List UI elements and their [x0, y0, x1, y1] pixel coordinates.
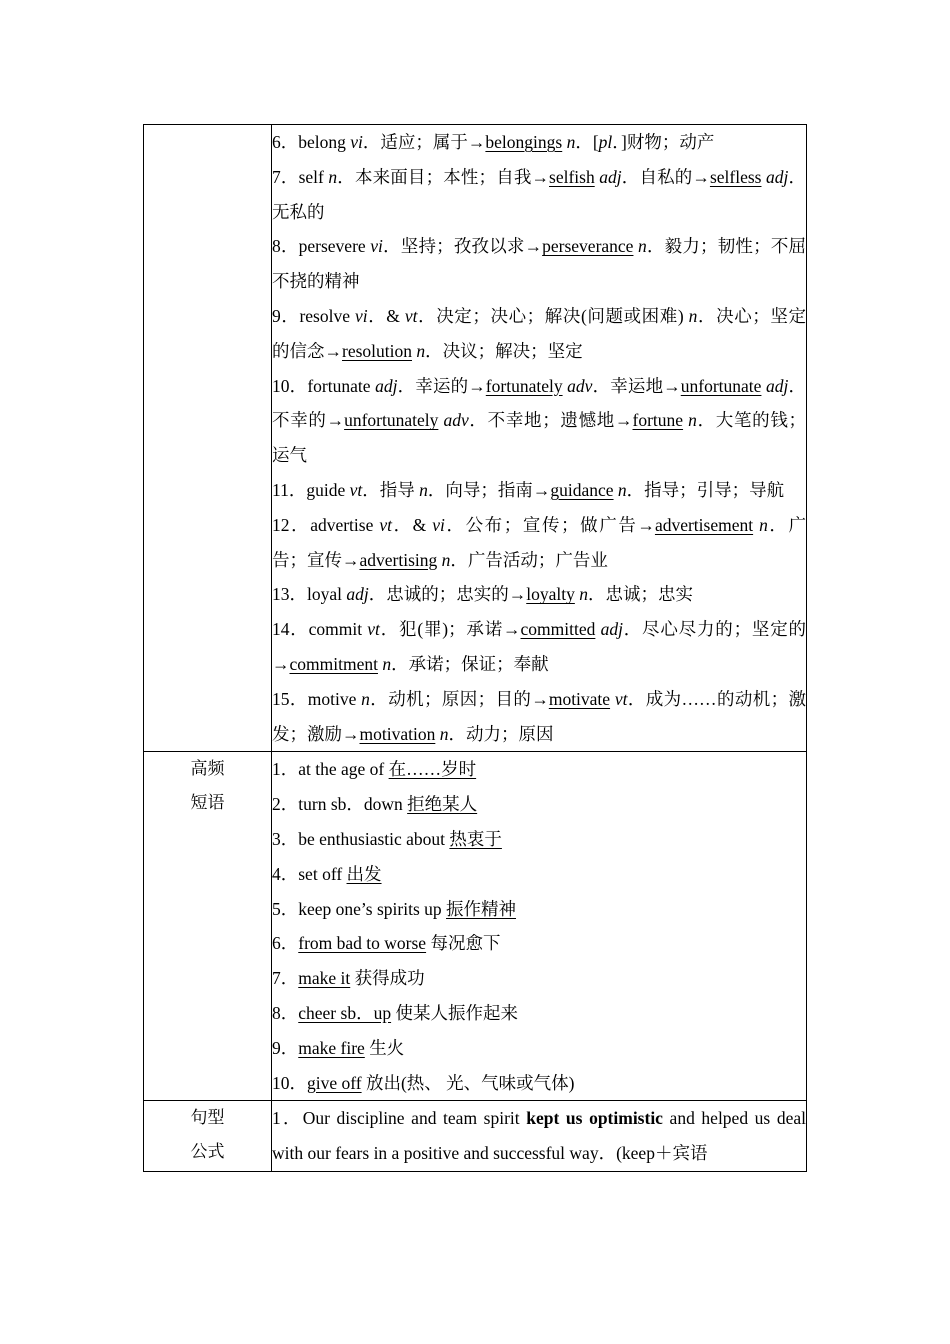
- entry-text: ．动力；原因: [448, 723, 554, 744]
- list-item: [272, 299, 806, 369]
- entry-text: 获得成功: [350, 968, 425, 989]
- entry-text: ．广告；宣传→: [272, 514, 807, 570]
- entry-text: ．不幸的→: [272, 375, 807, 431]
- list-item: [272, 857, 806, 892]
- section-label-phrases: [144, 752, 272, 1101]
- underlined-answer: selfless: [709, 166, 762, 187]
- underlined-answer: from bad to worse: [298, 933, 427, 954]
- entry-text: 10．fortunate: [272, 375, 376, 396]
- list-item: [272, 369, 806, 473]
- list-item: [272, 612, 806, 682]
- part-of-speech: n: [617, 479, 627, 500]
- underlined-answer: 在……岁时: [388, 759, 477, 780]
- entry-text: ．无私的: [272, 166, 807, 222]
- underlined-answer: give off: [307, 1072, 362, 1093]
- entry-text: 6．belong: [272, 132, 351, 152]
- part-of-speech: adj: [765, 375, 789, 396]
- entry-text: ．承诺；保证；奉献: [391, 653, 549, 674]
- entry-text: ．自私的→: [621, 166, 710, 187]
- underlined-answer: resolution: [342, 340, 412, 361]
- part-of-speech: n: [361, 688, 370, 709]
- part-of-speech: n: [688, 410, 697, 431]
- underlined-answer: perseverance: [542, 236, 634, 257]
- entry-text: 放出(热、 光、气味或气体): [361, 1072, 575, 1093]
- entry-text: ．&: [367, 305, 405, 326]
- part-of-speech: n: [759, 514, 768, 535]
- entry-text: ．]财物；动产: [612, 132, 715, 152]
- underlined-answer: cheer sb．up: [298, 1002, 392, 1023]
- list-item: [272, 892, 806, 927]
- part-of-speech: adj: [599, 166, 622, 187]
- underlined-answer: committed: [520, 619, 596, 640]
- entry-text: ．幸运的→: [397, 375, 486, 396]
- underlined-answer: motivate: [548, 688, 611, 709]
- part-of-speech: n: [382, 653, 392, 674]
- entry-text: and helped us deal with our fears in a positive and successful way．(keep＋宾语: [272, 1108, 806, 1164]
- section-label-line: 句型: [190, 1108, 225, 1129]
- part-of-speech: adj: [600, 619, 623, 640]
- entry-text: 6．: [272, 933, 299, 954]
- entry-text: 8．persevere: [272, 236, 371, 257]
- bold-text: kept us optimistic: [526, 1108, 663, 1129]
- entry-text: 9．: [272, 1037, 299, 1058]
- part-of-speech: pl: [598, 132, 613, 152]
- entry-text: ．决心；坚定的信念→: [272, 305, 806, 361]
- entry-text: ．毅力；韧性；不屈不挠的精神: [272, 236, 807, 292]
- list-item: [272, 752, 806, 787]
- entry-text: 11．guide: [272, 479, 350, 500]
- entry-text: ．成为……的动机；激发；激励→: [272, 688, 807, 744]
- entry-text: ．指导；引导；导航: [626, 479, 785, 500]
- section-content-sentence-patterns: [272, 1101, 807, 1172]
- entry-text: 5．keep one’s spirits up: [272, 898, 447, 919]
- list-item: [272, 822, 806, 857]
- list-item: [272, 508, 806, 578]
- underlined-answer: 出发: [346, 863, 382, 884]
- underlined-answer: 拒绝某人: [407, 794, 478, 815]
- entry-text: ．大笔的钱；运气: [272, 410, 807, 466]
- section-label-line: 公式: [190, 1142, 225, 1163]
- entry-text: ．向导；指南→: [427, 479, 551, 500]
- part-of-speech: n: [416, 340, 426, 361]
- entry-text: ．公布；宣传；做广告→: [444, 514, 655, 535]
- table-row-words: [144, 125, 807, 752]
- entry-text: ．忠诚的；忠实的→: [368, 584, 527, 605]
- section-content-phrases: [272, 752, 807, 1101]
- part-of-speech: n: [566, 132, 576, 152]
- entry-text: ．指导: [362, 479, 420, 500]
- entry-text: ．广告活动；广告业: [450, 549, 608, 570]
- entry-text: 7．self: [272, 166, 329, 187]
- list-item: [272, 160, 806, 230]
- list-item: [272, 1066, 806, 1101]
- underlined-answer: fortunately: [485, 375, 563, 396]
- part-of-speech: n: [439, 723, 449, 744]
- part-of-speech: adv: [567, 375, 593, 396]
- part-of-speech: vt: [614, 688, 628, 709]
- table-row-phrases: [144, 752, 807, 1101]
- section-label-sentence-patterns: [144, 1101, 272, 1172]
- part-of-speech: n: [419, 479, 428, 500]
- table-row-sentence-patterns: [144, 1101, 807, 1172]
- entry-text: ．幸运地→: [592, 375, 681, 396]
- underlined-answer: advertisement: [654, 514, 754, 535]
- underlined-answer: unfortunate: [680, 375, 762, 396]
- list-item: [272, 1031, 806, 1066]
- underlined-answer: unfortunately: [344, 410, 439, 431]
- entry-text: ．[: [575, 132, 599, 152]
- part-of-speech: vi: [432, 514, 445, 535]
- underlined-answer: 振作精神: [446, 898, 517, 919]
- underlined-answer: belongings: [485, 132, 563, 152]
- underlined-answer: 热衷于: [449, 828, 502, 849]
- part-of-speech: vi: [370, 236, 383, 257]
- entry-text: ．本来面目；本性；自我→: [337, 166, 550, 187]
- entry-text: 3．be enthusiastic about: [272, 828, 450, 849]
- part-of-speech: n: [579, 584, 588, 605]
- list-item: [272, 996, 806, 1031]
- section-content-words: [272, 125, 807, 752]
- entry-text: ．动机；原因；目的→: [369, 688, 549, 709]
- entry-text: 13．loyal: [272, 584, 347, 605]
- underlined-answer: make fire: [298, 1037, 365, 1058]
- part-of-speech: vt: [349, 479, 363, 500]
- list-item: [272, 961, 806, 996]
- list-item: [272, 473, 806, 508]
- part-of-speech: vt: [379, 514, 392, 535]
- entry-text: 使某人振作起来: [391, 1002, 518, 1023]
- section-label-words: [144, 125, 272, 752]
- underlined-answer: advertising: [359, 549, 438, 570]
- list-item: [272, 926, 806, 961]
- entry-text: 4．set off: [272, 863, 347, 884]
- part-of-speech: n: [328, 166, 338, 187]
- entry-text: 8．: [272, 1002, 299, 1023]
- entry-text: ．犯(罪)；承诺→: [379, 619, 521, 640]
- list-item: [272, 229, 806, 299]
- entry-text: ．&: [391, 514, 433, 535]
- entry-text: ．坚持；孜孜以求→: [382, 236, 543, 257]
- part-of-speech: n: [441, 549, 451, 570]
- list-item: [272, 125, 806, 160]
- entry-text: 每况愈下: [426, 933, 501, 954]
- underlined-answer: guidance: [550, 479, 614, 500]
- entry-text: 7．: [272, 968, 299, 989]
- part-of-speech: vt: [367, 619, 380, 640]
- part-of-speech: adv: [443, 410, 469, 431]
- part-of-speech: adj: [375, 375, 398, 396]
- entry-text: 2．turn sb．down: [272, 794, 408, 815]
- underlined-answer: fortune: [632, 410, 684, 431]
- part-of-speech: adj: [346, 584, 369, 605]
- entry-text: ．决议；解决；坚定: [425, 340, 583, 361]
- list-item: [272, 1101, 806, 1171]
- underlined-answer: make it: [298, 968, 351, 989]
- part-of-speech: adj: [766, 166, 789, 187]
- section-label-line: 高频: [190, 759, 225, 780]
- part-of-speech: n: [688, 305, 698, 326]
- entry-text: ．不幸地；遗憾地→: [468, 410, 633, 431]
- entry-text: 1．Our discipline and team spirit: [272, 1108, 527, 1129]
- entry-text: ．适应；属于→: [362, 132, 486, 152]
- part-of-speech: vi: [354, 305, 368, 326]
- entry-text: 生火: [364, 1037, 405, 1058]
- entry-text: ．决定；决心；解决(问题或困难): [417, 305, 689, 326]
- list-item: [272, 577, 806, 612]
- underlined-answer: selfish: [549, 166, 595, 187]
- entry-text: ．忠诚；忠实: [587, 584, 693, 605]
- list-item: [272, 682, 806, 752]
- part-of-speech: vi: [350, 132, 363, 152]
- section-label-line: 短语: [190, 793, 225, 814]
- entry-text: 12．advertise: [272, 514, 380, 535]
- underlined-answer: commitment: [289, 653, 378, 674]
- entry-text: 9．resolve: [272, 305, 355, 326]
- entry-text: 10．: [272, 1072, 307, 1093]
- entry-text: 15．motive: [272, 688, 362, 709]
- entry-text: 1．at the age of: [272, 759, 389, 780]
- underlined-answer: loyalty: [526, 584, 575, 605]
- entry-text: ．尽心尽力的；坚定的→: [272, 619, 807, 674]
- underlined-answer: motivation: [359, 723, 436, 744]
- entry-text: 14．commit: [272, 619, 368, 640]
- part-of-speech: n: [638, 236, 647, 257]
- part-of-speech: vt: [404, 305, 418, 326]
- vocabulary-table: [143, 124, 807, 1172]
- list-item: [272, 787, 806, 822]
